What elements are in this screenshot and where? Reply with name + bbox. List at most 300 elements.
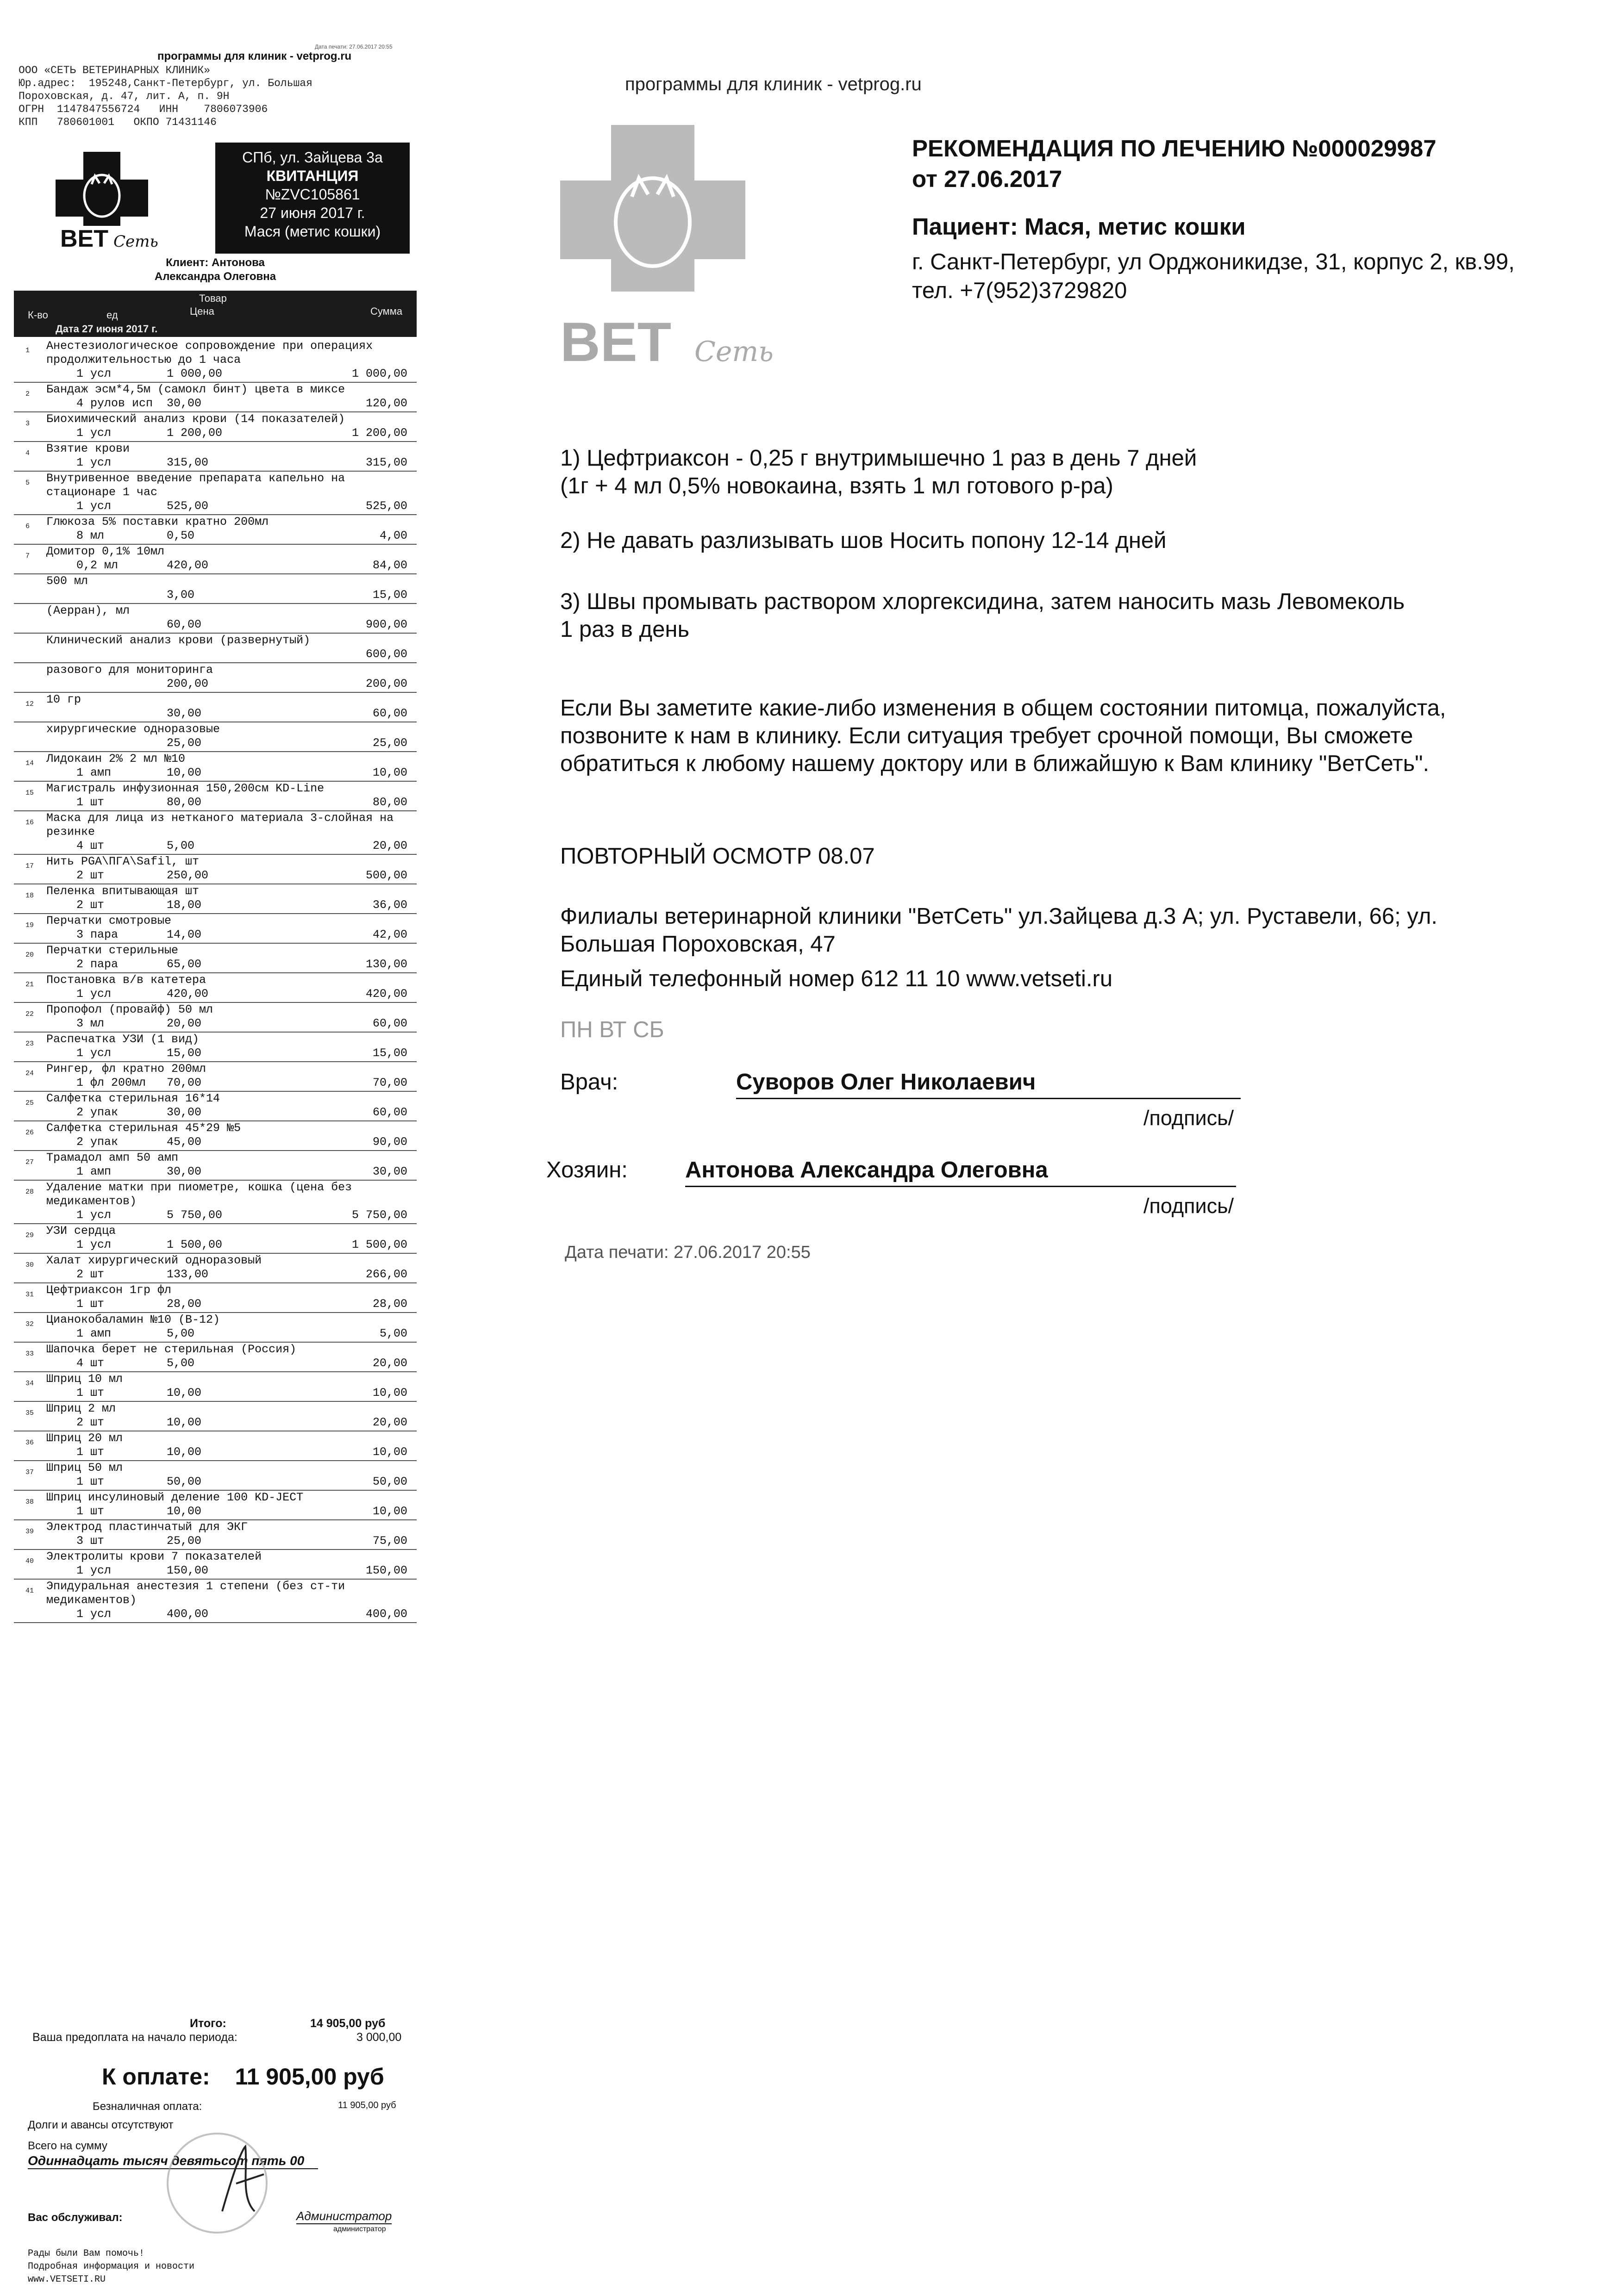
item-name: Рингер, фл кратно 200мл	[46, 1062, 206, 1076]
company-line: Пороховская, д. 47, лит. А, п. 9Н	[19, 90, 230, 102]
item-qty: 3 шт	[76, 1534, 105, 1548]
item-price: 28,00	[167, 1297, 202, 1311]
item-values	[14, 456, 417, 472]
item-price: 15,00	[167, 1046, 202, 1060]
item-qty: 2 шт	[76, 898, 105, 912]
item-qty: 1 шт	[76, 1445, 105, 1459]
item-total: 900,00	[365, 618, 407, 631]
amount-due-value: 11 905,00 руб	[235, 2064, 384, 2090]
receipt-item	[14, 1372, 417, 1402]
item-name: Перчатки стерильные	[46, 944, 179, 957]
receipt-item	[14, 663, 417, 693]
item-number: 26	[25, 1129, 34, 1137]
prepay-label: Ваша предоплата на начало периода:	[32, 2031, 237, 2044]
prepay-value: 3 000,00	[356, 2031, 402, 2044]
item-price: 10,00	[167, 1416, 202, 1429]
item-number: 4	[25, 449, 30, 457]
item-values	[14, 707, 417, 722]
item-qty: 1 усл	[76, 1607, 112, 1621]
served-label: Вас обслуживал:	[28, 2211, 123, 2224]
receipt-item	[14, 1121, 417, 1151]
vet-cross-icon	[56, 152, 158, 252]
item-number: 27	[25, 1158, 34, 1166]
receipt-item	[14, 1224, 417, 1254]
item-total: 400,00	[365, 1607, 407, 1621]
item-total: 20,00	[372, 1356, 407, 1370]
item-price: 10,00	[167, 1445, 202, 1459]
item-number: 21	[25, 981, 34, 989]
item-number: 39	[25, 1528, 34, 1536]
item-number: 19	[25, 921, 34, 929]
item-values	[14, 958, 417, 973]
col-sum: Сумма	[370, 305, 403, 317]
item-values	[14, 1165, 417, 1181]
item-values	[14, 426, 417, 442]
item-values	[14, 1327, 417, 1343]
item-total: 75,00	[372, 1534, 407, 1548]
item-total: 1 200,00	[351, 426, 407, 440]
item-values	[14, 588, 417, 604]
item-qty: 1 усл	[76, 1046, 112, 1060]
served-role: Администратор	[296, 2209, 392, 2224]
receipt-clinic-address: СПб, ул. Зайцева 3а	[242, 149, 383, 166]
receipt-item	[14, 944, 417, 973]
cashless-label: Безналичная оплата:	[93, 2100, 202, 2113]
item-price: 80,00	[167, 796, 202, 809]
item-name: Шприц 20 мл	[46, 1431, 123, 1445]
item-total: 30,00	[372, 1165, 407, 1178]
item-values	[14, 1607, 417, 1623]
item-name: Домитор 0,1% 10мл	[46, 545, 165, 558]
item-price: 3,00	[167, 588, 195, 602]
item-qty: 1 шт	[76, 1386, 105, 1400]
item-qty: 2 упак	[76, 1135, 119, 1149]
signature-icon	[213, 2142, 269, 2216]
doctor-name: Суворов Олег Николаевич	[736, 1070, 1036, 1095]
receipt-header-box	[215, 143, 410, 254]
item-name: Магистраль инфузионная 150,200см KD-Line	[46, 782, 325, 795]
item-qty: 3 мл	[76, 1017, 105, 1030]
item-total: 60,00	[372, 1017, 407, 1030]
receipt-client	[14, 256, 417, 284]
item-name: Пеленка впитывающая шт	[46, 884, 200, 898]
item-total: 10,00	[372, 1445, 407, 1459]
item-price: 5,00	[167, 1327, 195, 1340]
item-name: Бандаж эсм*4,5м (самокл бинт) цвета в миксе	[46, 383, 345, 396]
receipt-item	[14, 782, 417, 811]
item-values	[14, 1297, 417, 1313]
item-values	[14, 736, 417, 752]
item-name: хирургические одноразовые	[46, 722, 220, 736]
item-values	[14, 1564, 417, 1580]
item-price: 1 500,00	[167, 1238, 223, 1251]
item-values	[14, 647, 417, 663]
item-qty: 4 рулов исп	[76, 397, 153, 410]
item-price: 25,00	[167, 1534, 202, 1548]
treatment-recommendation	[546, 74, 1565, 1277]
item-price: 10,00	[167, 766, 202, 779]
item-total: 70,00	[372, 1076, 407, 1089]
item-values	[14, 796, 417, 811]
receipt-item	[14, 752, 417, 782]
receipt-company-info	[19, 64, 312, 129]
item-number: 17	[25, 862, 34, 870]
company-line: КПП 780601001 ОКПО 71431146	[19, 116, 217, 128]
col-price: Цена	[190, 305, 214, 317]
receipt-item	[14, 884, 417, 914]
item-price: 1 000,00	[167, 367, 223, 380]
item-price: 10,00	[167, 1505, 202, 1518]
item-values	[14, 1416, 417, 1431]
item-name: Шприц 50 мл	[46, 1461, 123, 1475]
item-values	[14, 1386, 417, 1402]
item-values	[14, 529, 417, 545]
item-price: 420,00	[167, 559, 209, 572]
item-values	[14, 869, 417, 884]
receipt-item	[14, 1580, 417, 1623]
item-total: 266,00	[365, 1268, 407, 1281]
item-number: 18	[25, 892, 34, 900]
item-qty: 0,2 мл	[76, 559, 119, 572]
item-values	[14, 367, 417, 383]
receipt-item	[14, 1092, 417, 1121]
rec-item-1: 1) Цефтриаксон - 0,25 г внутримышечно 1 раз в день 7 дней (1г + 4 мл 0,5% новокаина, взять 1 мл готового р-ра)	[560, 446, 1197, 498]
item-total: 4,00	[379, 529, 407, 542]
item-name: Халат хирургический одноразовый	[46, 1254, 262, 1267]
item-number: 12	[25, 700, 34, 708]
item-price: 150,00	[167, 1564, 209, 1577]
item-price: 30,00	[167, 1165, 202, 1178]
item-name: 500 мл	[46, 574, 88, 588]
receipt-item	[14, 412, 417, 442]
footer-line-3: www.VETSETI.RU	[28, 2274, 106, 2285]
col-unit: ед	[106, 309, 118, 321]
served-role-small: администратор	[333, 2225, 386, 2233]
item-total: 525,00	[365, 499, 407, 513]
item-number: 33	[25, 1350, 34, 1358]
item-total: 36,00	[372, 898, 407, 912]
item-values	[14, 1046, 417, 1062]
svg-text:ВЕТ: ВЕТ	[60, 225, 108, 252]
receipt-item	[14, 1181, 417, 1224]
item-number: 32	[25, 1320, 34, 1328]
sum-words: Одиннадцать тысяч девятьсот пять 00	[28, 2153, 318, 2169]
item-number: 5	[25, 479, 30, 487]
sum-words-label: Всего на сумму	[28, 2140, 107, 2152]
item-qty: 2 пара	[76, 958, 119, 971]
item-number: 7	[25, 552, 30, 560]
rec-patient: Пациент: Мася, метис кошки	[912, 213, 1246, 240]
doctor-signature-label: /подпись/	[1143, 1106, 1234, 1130]
item-price: 0,50	[167, 529, 195, 542]
rec-note: Если Вы заметите какие-либо изменения в общем состоянии питомца, пожалуйста, позвоните к нам в клинику. Если ситуация требует срочной помощи, Вы сможете обратиться к любому нашему доктору или в ближайшую к Вам клинику "ВетСеть".	[560, 696, 1446, 776]
item-qty: 1 шт	[76, 1475, 105, 1488]
receipt-item	[14, 1402, 417, 1431]
item-qty: 1 шт	[76, 796, 105, 809]
doctor-sign-line	[736, 1098, 1241, 1099]
item-total: 42,00	[372, 928, 407, 941]
item-values	[14, 766, 417, 782]
item-values	[14, 559, 417, 574]
owner-label: Хозяин:	[546, 1157, 628, 1182]
item-name: 10 гр	[46, 693, 81, 706]
item-price: 5,00	[167, 839, 195, 852]
rec-vet-cross-icon	[556, 120, 774, 373]
receipt-item	[14, 1491, 417, 1520]
item-price: 70,00	[167, 1076, 202, 1089]
receipt-item	[14, 604, 417, 634]
svg-text:ВЕТ: ВЕТ	[560, 311, 671, 373]
company-line: Юр.адрес: 195248,Санкт-Петербург, ул. Большая	[19, 77, 312, 89]
item-price: 65,00	[167, 958, 202, 971]
receipt-item	[14, 693, 417, 722]
item-qty: 1 фл 200мл	[76, 1076, 146, 1089]
item-qty: 1 амп	[76, 1165, 112, 1178]
item-values	[14, 1268, 417, 1283]
item-total: 1 500,00	[351, 1238, 407, 1251]
item-name: Глюкоза 5% поставки кратно 200мл	[46, 515, 269, 529]
item-price: 400,00	[167, 1607, 209, 1621]
receipt-item	[14, 811, 417, 855]
item-qty: 4 шт	[76, 1356, 105, 1370]
item-qty: 1 усл	[76, 1238, 112, 1251]
item-total: 5,00	[379, 1327, 407, 1340]
receipt-item	[14, 1254, 417, 1283]
item-total: 500,00	[365, 869, 407, 882]
item-values	[14, 898, 417, 914]
rec-phone: Единый телефонный номер 612 11 10 www.vetseti.ru	[560, 966, 1113, 991]
receipt-item	[14, 1550, 417, 1580]
rec-vendor-url: программы для клиник - vetprog.ru	[625, 74, 922, 94]
item-values	[14, 839, 417, 855]
item-price: 10,00	[167, 1386, 202, 1400]
item-number: 3	[25, 420, 30, 428]
item-number: 36	[25, 1439, 34, 1447]
item-number: 28	[25, 1188, 34, 1196]
item-total: 90,00	[372, 1135, 407, 1149]
item-name: Шприц 2 мл	[46, 1402, 116, 1415]
item-total: 10,00	[372, 766, 407, 779]
cashless-value: 11 905,00 руб	[338, 2100, 396, 2110]
receipt-table-header	[14, 291, 417, 337]
item-total: 20,00	[372, 1416, 407, 1429]
item-number: 24	[25, 1070, 34, 1077]
receipt-date: 27 июня 2017 г.	[260, 205, 365, 221]
item-qty: 1 усл	[76, 426, 112, 440]
item-price: 50,00	[167, 1475, 202, 1488]
item-name: Клинический анализ крови (развернутый)	[46, 634, 311, 647]
receipt-item	[14, 574, 417, 604]
item-number: 37	[25, 1468, 34, 1476]
item-qty: 4 шт	[76, 839, 105, 852]
item-price: 5 750,00	[167, 1208, 223, 1222]
item-number: 22	[25, 1010, 34, 1018]
item-qty: 1 усл	[76, 1564, 112, 1577]
receipt-item	[14, 1461, 417, 1491]
item-name: Шприц 10 мл	[46, 1372, 123, 1386]
item-qty: 1 амп	[76, 766, 112, 779]
receipt-item	[14, 1151, 417, 1181]
receipt-number: №ZVC105861	[265, 186, 360, 203]
doctor-label: Врач:	[560, 1070, 618, 1095]
item-number: 1	[25, 347, 30, 355]
receipt-item	[14, 545, 417, 574]
rec-item-3: 3) Швы промывать раствором хлоргексидина, затем наносить мазь Левомеколь 1 раз в день	[560, 589, 1405, 642]
itogo-value: 14 905,00 руб	[310, 2017, 386, 2030]
rec-title	[912, 133, 1437, 194]
item-values	[14, 1135, 417, 1151]
item-values	[14, 1356, 417, 1372]
item-total: 15,00	[372, 588, 407, 602]
item-total: 150,00	[365, 1564, 407, 1577]
item-values	[14, 397, 417, 412]
item-price: 200,00	[167, 677, 209, 691]
item-total: 5 750,00	[351, 1208, 407, 1222]
item-name: Цефтриаксон 1гр фл	[46, 1283, 172, 1297]
rec-vetset-logo	[556, 120, 774, 373]
item-total: 25,00	[372, 736, 407, 750]
company-line: ООО «СЕТЬ ВЕТЕРИНАРНЫХ КЛИНИК»	[19, 64, 211, 76]
item-name: Салфетка стерильная 45*29 №5	[46, 1121, 241, 1135]
item-name: Распечатка УЗИ (1 вид)	[46, 1033, 200, 1046]
item-name: Эпидуральная анестезия 1 степени (без ст-ти медикаментов)	[46, 1580, 352, 1607]
item-price: 14,00	[167, 928, 202, 941]
item-number: 14	[25, 759, 34, 767]
itogo-label: Итого:	[190, 2017, 226, 2030]
rec-print-date: Дата печати: 27.06.2017 20:55	[565, 1243, 811, 1262]
receipt-item	[14, 634, 417, 663]
item-name: Внутривенное введение препарата капельно на стационаре 1 час	[46, 472, 352, 499]
item-values	[14, 1208, 417, 1224]
rec-item-2: 2) Не давать разлизывать шов Носить попону 12-14 дней	[560, 528, 1167, 553]
item-total: 20,00	[372, 839, 407, 852]
item-number: 23	[25, 1040, 34, 1048]
item-name: Перчатки смотровые	[46, 914, 172, 927]
svg-text:Сеть: Сеть	[113, 232, 158, 251]
item-price: 45,00	[167, 1135, 202, 1149]
item-total: 130,00	[365, 958, 407, 971]
item-name: Шприц инсулиновый деление 100 KD-JECT	[46, 1491, 304, 1504]
receipt-item	[14, 722, 417, 752]
receipt-item	[14, 855, 417, 884]
item-price: 20,00	[167, 1017, 202, 1030]
item-name: Пропофол (провайф) 50 мл	[46, 1003, 213, 1016]
item-number: 38	[25, 1498, 34, 1506]
item-price: 5,00	[167, 1356, 195, 1370]
item-values	[14, 677, 417, 693]
item-values	[14, 1475, 417, 1491]
item-qty: 1 усл	[76, 367, 112, 380]
receipt-vendor-url: программы для клиник - vetprog.ru	[157, 50, 352, 62]
receipt-item	[14, 1283, 417, 1313]
item-price: 30,00	[167, 397, 202, 410]
receipt-client-line-2: Александра Олеговна	[154, 270, 276, 283]
receipt-item	[14, 1520, 417, 1550]
item-name: УЗИ сердца	[46, 1224, 116, 1238]
item-qty: 2 упак	[76, 1106, 119, 1119]
company-line: ОГРН 1147847556724 ИНН 7806073906	[19, 103, 268, 115]
item-number: 40	[25, 1557, 34, 1565]
item-values	[14, 1238, 417, 1254]
item-qty: 1 усл	[76, 987, 112, 1001]
item-total: 420,00	[365, 987, 407, 1001]
receipt-item	[14, 1003, 417, 1033]
item-total: 10,00	[372, 1505, 407, 1518]
receipt-item	[14, 472, 417, 515]
item-qty: 1 усл	[76, 456, 112, 469]
item-qty: 1 усл	[76, 499, 112, 513]
item-name: Салфетка стерильная 16*14	[46, 1092, 220, 1105]
footer-line-1: Рады были Вам помочь!	[28, 2248, 145, 2259]
item-number: 25	[25, 1099, 34, 1107]
item-values	[14, 1534, 417, 1550]
item-price: 525,00	[167, 499, 209, 513]
item-price: 18,00	[167, 898, 202, 912]
receipt-doc-type: КВИТАНЦИЯ	[266, 168, 359, 184]
item-number: 16	[25, 819, 34, 827]
item-number: 2	[25, 390, 30, 398]
item-total: 28,00	[372, 1297, 407, 1311]
receipt-item	[14, 1033, 417, 1062]
col-qty: К-во	[28, 309, 48, 321]
receipt-item	[14, 914, 417, 944]
item-total: 84,00	[372, 559, 407, 572]
item-total: 50,00	[372, 1475, 407, 1488]
item-values	[14, 1106, 417, 1121]
item-name: Электрод пластинчатый для ЭКГ	[46, 1520, 248, 1534]
item-name: Трамадол амп 50 амп	[46, 1151, 179, 1164]
item-total: 80,00	[372, 796, 407, 809]
receipt-item	[14, 1343, 417, 1372]
item-name: Нить PGA\ПГА\Safil, шт	[46, 855, 200, 868]
svg-text:Сеть: Сеть	[694, 336, 774, 368]
receipt-item	[14, 973, 417, 1003]
rec-title-line-1: РЕКОМЕНДАЦИЯ ПО ЛЕЧЕНИЮ №000029987	[912, 135, 1437, 162]
item-price: 30,00	[167, 1106, 202, 1119]
item-name: Взятие крови	[46, 442, 130, 455]
item-qty: 1 усл	[76, 1208, 112, 1222]
item-name: Анестезиологическое сопровождение при операциях продолжительностью до 1 часа	[46, 339, 380, 367]
item-total: 120,00	[365, 397, 407, 410]
item-name: Цианокобаламин №10 (В-12)	[46, 1313, 220, 1326]
item-qty: 1 шт	[76, 1297, 105, 1311]
item-values	[14, 618, 417, 634]
receipt	[14, 4, 417, 2295]
item-qty: 3 пара	[76, 928, 119, 941]
item-name: Удаление матки при пиометре, кошка (цена без медикаментов)	[46, 1181, 359, 1208]
owner-sign-line	[685, 1186, 1236, 1187]
item-values	[14, 499, 417, 515]
receipt-item	[14, 515, 417, 545]
receipt-item	[14, 1313, 417, 1343]
item-total: 600,00	[365, 647, 407, 661]
receipt-item	[14, 1062, 417, 1092]
item-name: Лидокаин 2% 2 мл №10	[46, 752, 186, 765]
item-qty: 2 шт	[76, 1268, 105, 1281]
rec-address: г. Санкт-Петербург, ул Орджоникидзе, 31, корпус 2, кв.99, тел. +7(952)3729820	[912, 249, 1515, 303]
item-qty: 1 амп	[76, 1327, 112, 1340]
receipt-item	[14, 1431, 417, 1461]
item-name: (Аерран), мл	[46, 604, 130, 617]
item-number: 29	[25, 1232, 34, 1239]
owner-signature-label: /подпись/	[1143, 1194, 1234, 1218]
item-price: 25,00	[167, 736, 202, 750]
item-number: 6	[25, 523, 30, 530]
item-values	[14, 1076, 417, 1092]
item-qty: 1 шт	[76, 1505, 105, 1518]
item-price: 1 200,00	[167, 426, 223, 440]
receipt-item	[14, 339, 417, 383]
